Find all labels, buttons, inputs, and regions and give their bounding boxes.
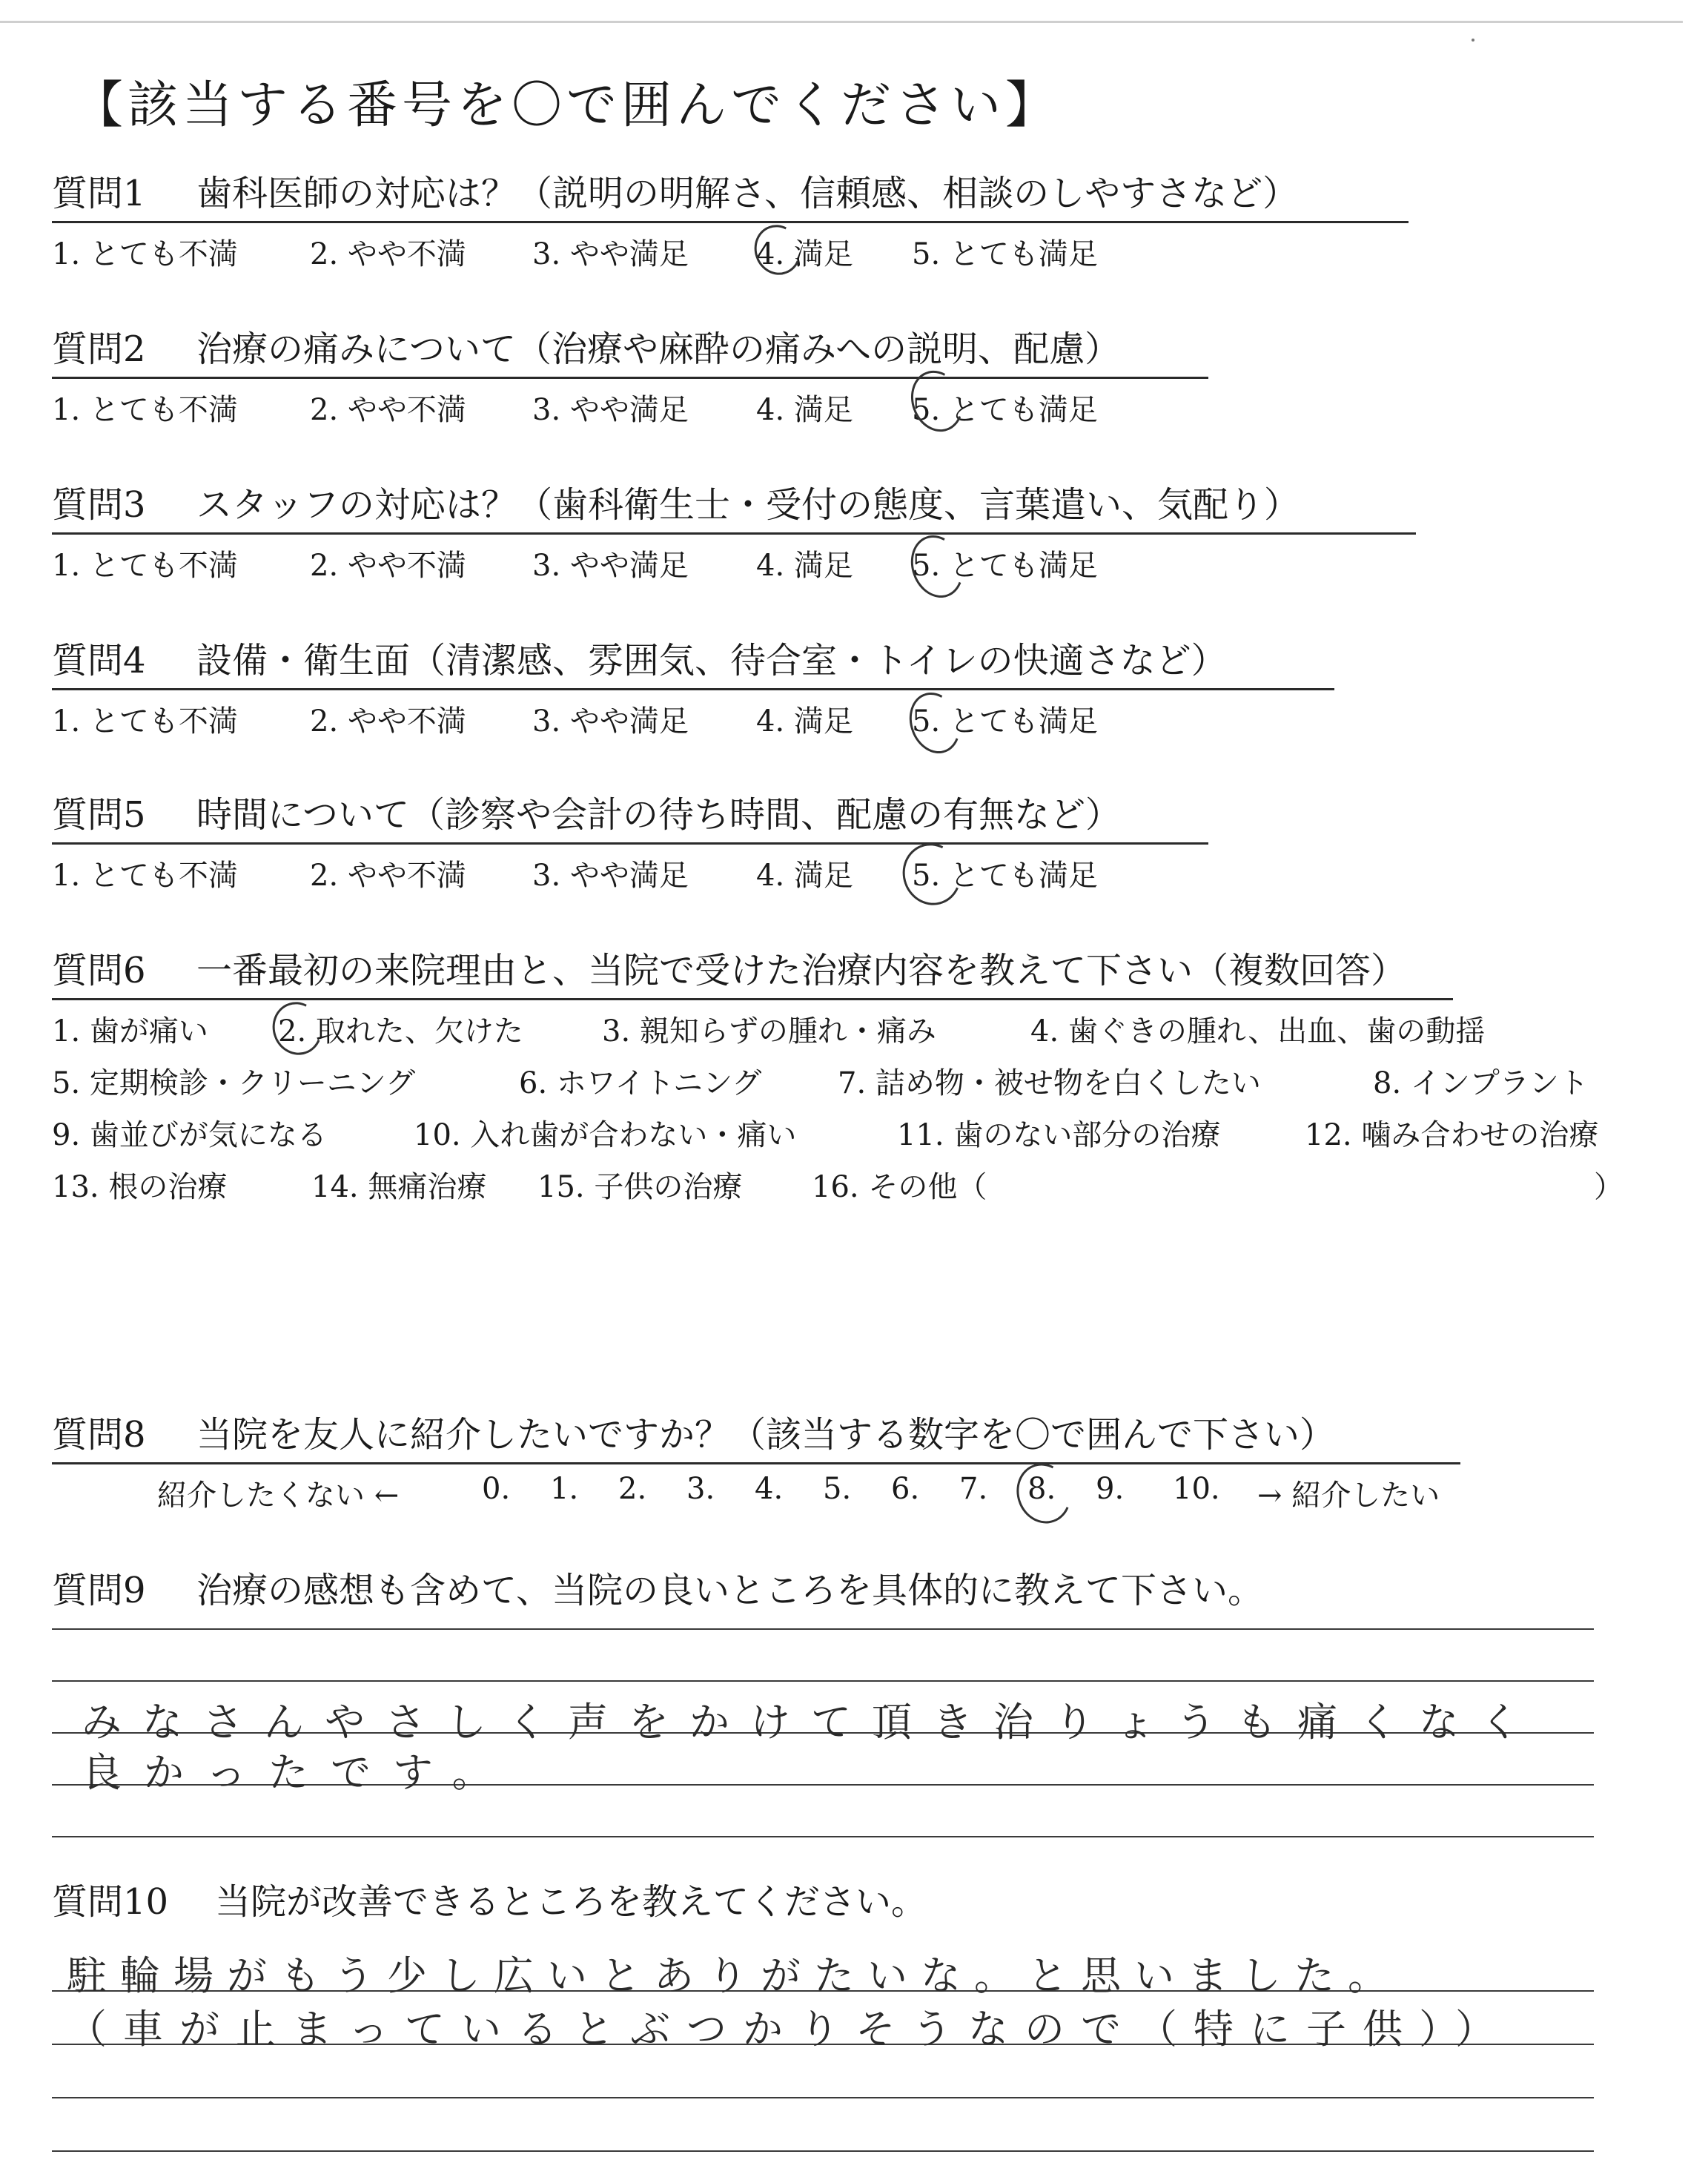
- rating-options: [52, 690, 1683, 739]
- question-number: 質問3: [52, 484, 146, 526]
- selection-circle: [1008, 1456, 1079, 1531]
- question-2: [52, 325, 1683, 428]
- scale-9[interactable]: 9.: [1096, 1472, 1125, 1506]
- reason-row-1: [52, 1000, 1683, 1052]
- reason-15[interactable]: 15. 子供の治療: [537, 1170, 743, 1204]
- question-number: 質問2: [52, 328, 146, 370]
- question-text: 当院が改善できるところを教えてください。: [215, 1881, 927, 1923]
- scale-right-label: → 紹介したい: [1257, 1479, 1440, 1513]
- option-3[interactable]: 3. やや満足: [532, 237, 689, 271]
- option-5[interactable]: 5. とても満足: [912, 237, 1098, 271]
- question-text: 治療の感想も含めて、当院の良いところを具体的に教えて下さい。: [196, 1570, 1264, 1611]
- scale-2[interactable]: 2.: [618, 1472, 647, 1506]
- option-2[interactable]: 2. やや不満: [310, 393, 466, 427]
- question-number: 質問10: [52, 1881, 169, 1923]
- scale-4[interactable]: 4.: [755, 1472, 784, 1506]
- option-4[interactable]: 4. 満足: [756, 859, 853, 893]
- question-number: 質問6: [52, 950, 146, 991]
- scale-left-label: 紹介したくない ←: [157, 1479, 400, 1513]
- reason-5[interactable]: 5. 定期検診・クリーニング: [52, 1066, 416, 1100]
- option-2[interactable]: 2. やや不満: [310, 704, 466, 739]
- question-6: [52, 946, 1683, 1208]
- question-number: 質問9: [52, 1570, 146, 1611]
- rating-options: [52, 379, 1683, 428]
- question-text: 時間について（診察や会計の待ち時間、配慮の有無など）: [196, 794, 1122, 836]
- other-close-paren: ）: [1594, 1170, 1623, 1204]
- option-1[interactable]: 1. とても不満: [52, 704, 238, 739]
- scale-10[interactable]: 10.: [1173, 1472, 1220, 1506]
- question-text: スタッフの対応は？（歯科衛生士・受付の態度、言葉遣い、気配り）: [196, 484, 1300, 526]
- reason-11[interactable]: 11. 歯のない部分の治療: [897, 1118, 1221, 1152]
- option-1[interactable]: 1. とても不満: [52, 237, 238, 271]
- handwritten-answer-line-2: 良かったです。: [82, 1749, 514, 1796]
- option-4[interactable]: 4. 満足: [756, 704, 853, 739]
- selection-circle: [901, 685, 969, 761]
- reason-row-2: [52, 1052, 1683, 1104]
- option-4[interactable]: 4. 満足: [756, 237, 853, 271]
- question-text: 設備・衛生面（清潔感、雰囲気、待合室・トイレの快適さなど）: [196, 640, 1227, 681]
- scale-5[interactable]: 5.: [823, 1472, 852, 1506]
- question-text: 治療の痛みについて（治療や麻酔の痛みへの説明、配慮）: [196, 328, 1121, 370]
- option-5[interactable]: 5. とても満足: [912, 704, 1098, 739]
- q9-answer-area[interactable]: [52, 1628, 1594, 1851]
- ruled-line: [52, 2150, 1594, 2152]
- scale-3[interactable]: 3.: [686, 1472, 715, 1506]
- ruled-line: [52, 1836, 1594, 1837]
- question-text: 一番最初の来院理由と、当院で受けた治療内容を教えて下さい（複数回答）: [196, 950, 1407, 991]
- option-2[interactable]: 2. やや不満: [310, 237, 466, 271]
- selection-circle: [894, 835, 970, 914]
- reason-row-3: [52, 1104, 1683, 1156]
- option-1[interactable]: 1. とても不満: [52, 549, 238, 583]
- recommend-scale: [52, 1464, 1683, 1516]
- ruled-line: [52, 1680, 1594, 1682]
- scale-7[interactable]: 7.: [959, 1472, 988, 1506]
- reason-1[interactable]: 1. 歯が痛い: [52, 1014, 208, 1048]
- rating-options: [52, 535, 1683, 584]
- ruled-line: [52, 2097, 1594, 2098]
- question-text: 当院を友人に紹介したいですか？（該当する数字を〇で囲んで下さい）: [196, 1414, 1336, 1456]
- scan-speck: [1472, 39, 1474, 42]
- reason-8[interactable]: 8. インプラント: [1373, 1066, 1589, 1100]
- selection-circle: [902, 528, 971, 605]
- page-heading: 【該当する番号を〇で囲んでください】: [73, 76, 1061, 135]
- reason-row-4: [52, 1156, 1683, 1208]
- question-number: 質問8: [52, 1414, 146, 1456]
- rating-options: [52, 223, 1683, 272]
- reason-3[interactable]: 3. 親知らずの腫れ・痛み: [602, 1014, 936, 1048]
- handwritten-answer-line-1: 駐輪場がもう少し広いとありがたいな。と思いました。: [67, 1952, 1401, 1999]
- handwritten-answer-line-1: みなさんやさしく声をかけて頂き治りょうも痛くなく: [82, 1699, 1540, 1745]
- scale-6[interactable]: 6.: [891, 1472, 920, 1506]
- scan-edge: [0, 21, 1683, 23]
- reason-7[interactable]: 7. 詰め物・被せ物を白くしたい: [838, 1066, 1261, 1100]
- option-5[interactable]: 5. とても満足: [912, 859, 1098, 893]
- reason-4[interactable]: 4. 歯ぐきの腫れ、出血、歯の動揺: [1030, 1014, 1486, 1048]
- reason-13[interactable]: 13. 根の治療: [52, 1170, 228, 1204]
- question-number: 質問4: [52, 640, 146, 681]
- question-10: [52, 1877, 1683, 1926]
- scale-0[interactable]: 0.: [482, 1472, 511, 1506]
- handwritten-answer-line-2: （車が止まっているとぶつかりそうなので（特に子供））: [67, 2006, 1512, 2052]
- ruled-line: [52, 1628, 1594, 1630]
- scale-1[interactable]: 1.: [550, 1472, 579, 1506]
- reason-12[interactable]: 12. 噛み合わせの治療: [1305, 1118, 1599, 1152]
- question-4: [52, 636, 1683, 739]
- option-1[interactable]: 1. とても不満: [52, 393, 238, 427]
- option-3[interactable]: 3. やや満足: [532, 704, 689, 739]
- reason-2[interactable]: 2. 取れた、欠けた: [278, 1014, 523, 1048]
- reason-9[interactable]: 9. 歯並びが気になる: [52, 1118, 327, 1152]
- reason-14[interactable]: 14. 無痛治療: [311, 1170, 487, 1204]
- q10-answer-area[interactable]: [52, 1938, 1594, 2158]
- question-number: 質問1: [52, 173, 146, 214]
- option-4[interactable]: 4. 満足: [756, 549, 853, 583]
- option-3[interactable]: 3. やや満足: [532, 859, 689, 893]
- option-4[interactable]: 4. 満足: [756, 393, 853, 427]
- question-5: [52, 790, 1683, 894]
- scale-8[interactable]: 8.: [1027, 1472, 1056, 1506]
- option-2[interactable]: 2. やや不満: [310, 549, 466, 583]
- reason-6[interactable]: 6. ホワイトニング: [519, 1066, 762, 1100]
- option-5[interactable]: 5. とても満足: [912, 393, 1098, 427]
- question-text: 歯科医師の対応は？（説明の明解さ、信頼感、相談のしやすさなど）: [196, 173, 1299, 214]
- option-5[interactable]: 5. とても満足: [912, 549, 1098, 583]
- option-3[interactable]: 3. やや満足: [532, 393, 689, 427]
- question-8: [52, 1410, 1683, 1516]
- question-9: [52, 1566, 1683, 1615]
- option-3[interactable]: 3. やや満足: [532, 549, 689, 583]
- question-1: [52, 169, 1683, 272]
- question-number: 質問5: [52, 794, 146, 836]
- reason-16[interactable]: 16. その他（: [812, 1170, 987, 1204]
- option-1[interactable]: 1. とても不満: [52, 859, 238, 893]
- reason-10[interactable]: 10. 入れ歯が合わない・痛い: [414, 1118, 797, 1152]
- rating-options: [52, 845, 1683, 894]
- option-2[interactable]: 2. やや不満: [310, 859, 466, 893]
- question-3: [52, 480, 1683, 584]
